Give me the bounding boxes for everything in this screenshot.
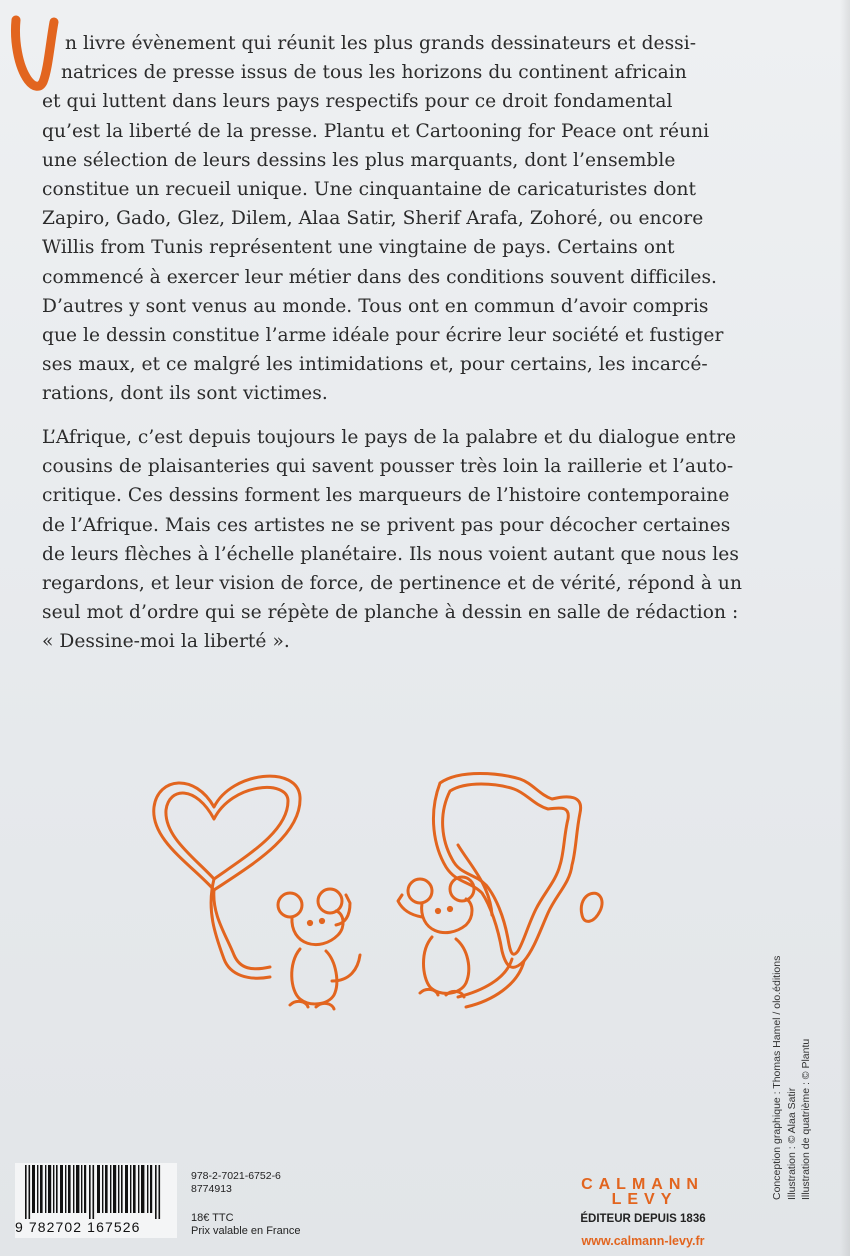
text-line: et qui luttent dans leurs pays respectifs pour ce droit fondamental (42, 91, 673, 113)
text-line: constitue un recueil unique. Une cinquantaine de caricaturistes dont (42, 179, 697, 201)
barcode (15, 1163, 177, 1238)
publisher-tagline: ÉDITEUR DEPUIS 1836 (580, 1213, 706, 1225)
second-paragraph (42, 423, 807, 657)
text-line: critique. Ces dessins forment les marqueurs de l’histoire contemporaine (42, 485, 730, 507)
text-line: « Dessine-moi la liberté ». (42, 631, 290, 653)
text-line: de leurs flèches à l’échelle planétaire. Ils nous voient autant que nous les (42, 543, 739, 565)
mice-cartoon-illustration (140, 755, 620, 1035)
text-line: cousins de plaisanteries qui savent pousser très loin la raillerie et l’auto- (42, 456, 734, 478)
text-line: n livre évènement qui réunit les plus grands dessinateurs et dessi- (65, 33, 697, 54)
text-line: rations, dont ils sont victimes. (42, 383, 328, 405)
intro-paragraph (42, 29, 807, 409)
product-code: 8774913 (191, 1183, 232, 1195)
text-line: une sélection de leurs dessins les plus marquants, dont l’ensemble (42, 149, 676, 171)
cover-edge-shadow (840, 0, 850, 1256)
price-amount: 18€ TTC (191, 1212, 234, 1224)
heart-balloon-icon (154, 776, 300, 978)
text-line: de l’Afrique. Mais ces artistes ne se privent pas pour décocher certaines (42, 514, 731, 536)
text-line: qu’est la liberté de la presse. Plantu et Cartooning for Peace ont réuni (42, 120, 710, 142)
isbn-block (191, 1170, 281, 1196)
text-line: D’autres y sont venus au monde. Tous ont en commun d’avoir compris (42, 295, 709, 317)
isbn-number: 978-2-7021-6752-6 (191, 1170, 281, 1182)
left-mouse-icon (278, 889, 360, 1009)
price-block (191, 1212, 300, 1238)
text-line: Zapiro, Gado, Glez, Dilem, Alaa Satir, Sherif Arafa, Zohoré, ou encore (42, 208, 704, 230)
africa-balloon-icon (433, 774, 602, 1008)
text-line: que le dessin constitue l’arme idéale pour écrire leur société et fustiger (42, 325, 724, 347)
barcode-number: 9 782702 167526 (15, 1219, 141, 1235)
text-line: regardons, et leur vision de force, de pertinence et de vérité, répond à un (42, 573, 742, 595)
barcode-bars (21, 1165, 171, 1219)
text-line: L’Afrique, c’est depuis toujours le pays de la palabre et du dialogue entre (42, 427, 737, 448)
right-mouse-icon (398, 877, 474, 997)
price-note: Prix valable en France (191, 1225, 301, 1237)
logo-word-levy: LEVY (611, 1191, 678, 1208)
publisher-logo (580, 1177, 705, 1207)
credit-design: Conception graphique : Thomas Hamel / olo.éditions (771, 955, 783, 1200)
publisher-website-link[interactable]: www.calmann-levy.fr (581, 1234, 705, 1248)
logo-word-calmann: CALMANN (581, 1176, 704, 1193)
credits-block (770, 956, 814, 1200)
credit-illustration: Illustration : © Alaa Satir (785, 1087, 798, 1200)
text-line: seul mot d’ordre qui se répète de planche à dessin en salle de rédaction : (42, 602, 739, 624)
text-line: ses maux, et ce malgré les intimidations et, pour certains, les incarcé- (42, 354, 708, 376)
text-line: commencé à exercer leur métier dans des conditions souvent difficiles. (42, 266, 717, 288)
text-line: natrices de presse issus de tous les horizons du continent africain (61, 62, 687, 84)
text-line: Willis from Tunis représentent une vingtaine de pays. Certains ont (42, 237, 675, 259)
credit-back-illustration: Illustration de quatrième : © Plantu (800, 1038, 812, 1200)
